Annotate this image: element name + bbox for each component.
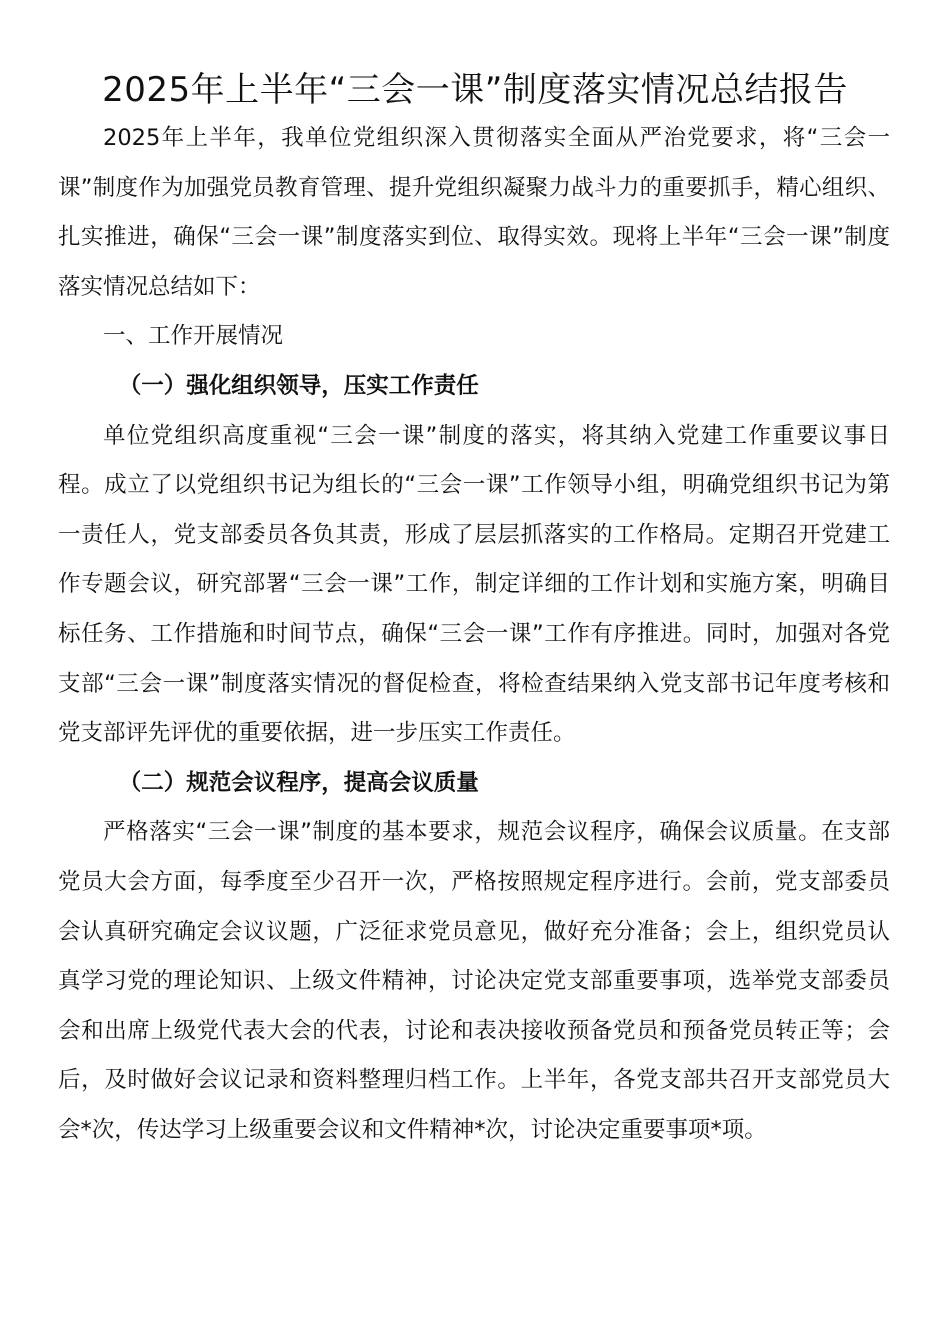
document-title: 2025年上半年“三会一课”制度落实情况总结报告 [102, 70, 848, 110]
intro-paragraph: 2025年上半年，我单位党组织深入贯彻落实全面从严治党要求，将“三会一课”制度作为加强党员教育管理、提升党组织凝聚力战斗力的重要抓手，精心组织、扎实推进，确保“三会一课”制度落实到位、取得实效。现将上半年“三会一课”制度落实情况总结如下： [58, 125, 890, 300]
subheading-meeting-procedure: （二）规范会议程序，提高会议质量 [118, 769, 479, 796]
document-body [58, 114, 890, 1155]
subheading-leadership: （一）强化组织领导，压实工作责任 [118, 372, 479, 399]
paragraph-meeting-procedure: 严格落实“三会一课”制度的基本要求，规范会议程序，确保会议质量。在支部党员大会方面，每季度至少召开一次，严格按照规定程序进行。会前，党支部委员会认真研究确定会议议题，广泛征求党员意见，做好充分准备；会上，组织党员认真学习党的理论知识、上级文件精神，讨论决定党支部重要事项，选举党支部委员会和出席上级党代表大会的代表，讨论和表决接收预备党员和预备党员转正等；会后，及时做好会议记录和资料整理归档工作。上半年，各党支部共召开支部党员大会*次，传达学习上级重要会议和文件精神*次，讨论决定重要事项*项。 [58, 819, 890, 1143]
section-heading-work-status: 一、工作开展情况 [103, 323, 284, 350]
paragraph-leadership: 单位党组织高度重视“三会一课”制度的落实，将其纳入党建工作重要议事日程。成立了以党组织书记为组长的“三会一课”工作领导小组，明确党组织书记为第一责任人，党支部委员各负其责，形成了层层抓落实的工作格局。定期召开党建工作专题会议，研究部署“三会一课”工作，制定详细的工作计划和实施方案，明确目标任务、工作措施和时间节点，确保“三会一课”工作有序推进。同时，加强对各党支部“三会一课”制度落实情况的督促检查，将检查结果纳入党支部书记年度考核和党支部评先评优的重要依据，进一步压实工作责任。 [58, 422, 890, 747]
